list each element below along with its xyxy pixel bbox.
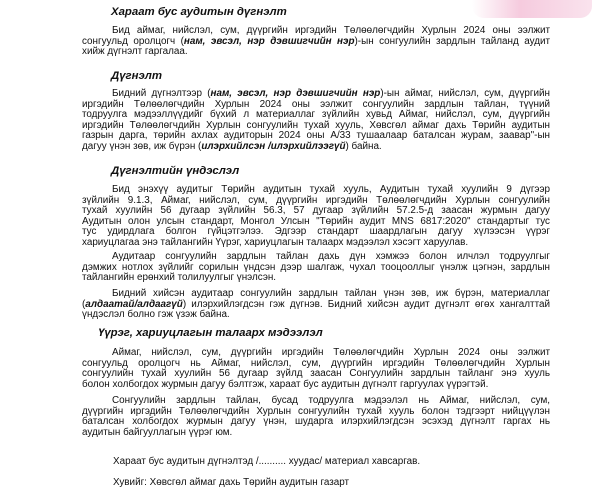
text-line: Аудитын олон улсын стандарт, Монгол Улсын "Төрийн аудит MNS 6817:2020" стандартыг тус [82,215,550,227]
text-line: Бид энэхүү аудитыг Төрийн аудитын тухай хууль, Аудитын тухай хуулийн 9 дүгээр [112,184,550,195]
text-line: баталсан холбогдох журмын дагуу үнэн, шударга илэрхийлэгдсэн эсэхэд дүгнэлт гаргах нь [82,416,550,428]
heading-basis-for-opinion: Дүгнэлтийн үндэслэл [111,165,240,177]
text-line: Аудитаар сонгуулийн зардлын тайлан дахь дүн хэмжээ болон илчлэл тодруулгыг [112,251,550,262]
text-line: тайлангийн ерөнхий толилуулгыг үнэлсэн. [82,272,277,284]
text-line: үндэслэл болно гэж үзэж байна. [82,309,230,321]
text-line: хариуцлагаа энэ тайлангийн Үүрэг, хариуцлагын талаарх мэдээлэл хэсэгт харуулав. [82,236,469,248]
opinion-choice-placeholder: илэрхийлсэн /илэрхийлээгүй [201,140,346,152]
paragraph-responsibilities [82,348,550,390]
party-name-placeholder: нам, эвсэл, нэр дэвшигчийн нэр [183,35,355,47]
misstatement-choice-placeholder: алдаатай/алдаагүй [85,298,183,310]
text-line: Бидний хийсэн аудитаар сонгуулийн зардлын тайлан үнэн зөв, иж бүрэн, материаллаг [112,288,550,299]
attachment-note: Хараат бус аудитын дүгнэлтэд /.......... хуудас/ материал хавсаргав. [113,456,421,467]
text-line: Бидний дүгнэлтээр (нам, эвсэл, нэр дэвшигчийн нэр)-ын аймаг, нийслэл, сум, дүүргийн [112,88,550,99]
text-line: тухай хуулийн 56 дугаар зүйлийн 56.3, 57 дугаар зүйлийн 57.2.5-д заасан журмын дагуу [82,205,550,217]
text-line: тус удирдлага болгон гүйцэтгэлээ. Эдгээр стандарт шаардлагын дагуу хүлээсэн үүрэг [82,226,550,238]
text-line: тодруулга мэдээллүүдийг бүхий л материаллаг зүйлийн хувьд Аймаг, нийслэл, сум, дүүргийн [82,109,550,121]
paragraph-basis [82,185,550,249]
heading-independent-audit-opinion: Хараат бус аудитын дүгнэлт [111,6,287,18]
text-line: сонгуульд оролцогч (нам, эвсэл, нэр дэвшигчийн нэр)-ын сонгуулийн зардлын тайланд аудит [82,35,550,47]
text-line: зүйлийн 9.1.3, Аймаг, нийслэл, сум, дүүргийн иргэдийн Төлөөлөгчдийн Хурлын сонгуулийн [82,194,550,206]
text-line: Сонгуулийн зардлын тайлан, бусад тодруулга мэдээлэл нь Аймаг, нийслэл, сум, [112,395,550,406]
heading-opinion: Дүгнэлт [111,70,163,82]
text-line: иргэдийн Төлөөлөгчдийн Хурлын сонгуулийн тухай хууль, Хөвсгөл аймаг дахь Төрийн аудитын [82,119,550,131]
text-line: Аймаг, нийслэл, сум, дүүргийн иргэдийн Төлөөлөгчдийн Хурлын 2024 оны ээлжит [112,347,550,358]
text-line: дэмжих нотлох зүйлийг сорилын үндсэн дээр шалгаж, чухал тооцооллыг үнэлж цэгнэн, зардлын [82,261,550,273]
text-line: аудитын байгууллагын үүрэг юм. [82,426,233,438]
text-line: (алдаатай/алдаагүй) илэрхийлэгдсэн гэж дүгнэв. Бидний хийсэн аудит дүгнэлт өгөх хангалттай [82,298,550,310]
paragraph-auditor-responsibility [82,396,550,438]
text-line: хийж дүгнэлт гаргалаа. [82,46,188,58]
text-line: дүүргийн иргэдийн Төлөөлөгчдийн Хурлын сонгуулийн тухай хууль болон тэдгээрт нийцүүлэн [82,405,550,417]
text-line: сонгуульд оролцогч нь Аймаг, нийслэл, сум, дүүргийн иргэдийн Төлөөлөгчдийн Хурлын [82,357,550,369]
paragraph-opinion [82,89,550,153]
stamp-mark [472,0,592,18]
paragraph-conclusion [82,289,550,321]
text-line: газрын дарга, төрийн ахлах аудиторын 2024 оны А/33 тушаалаар баталсан журам, заавар"-ын [82,130,550,142]
heading-responsibilities: Үүрэг, хариуцлагын талаарх мэдээлэл [98,327,323,339]
text-line: болон холбогдох журмын дагуу бэлтгэж, хараат бус аудитын дүгнэлт гаргуулах үүрэгтэй. [82,378,489,390]
paragraph-intro [82,26,550,58]
text-line: сонгуулийн тухай хуулийн 56 дугаар зүйлд заасан Сонгуулийн зардлын тайланг энэ хууль [82,368,550,380]
copy-recipient: Хувийг: Хөвсгөл аймаг дахь Төрийн аудитын газарт [113,477,350,488]
text-line: Бид аймаг, нийслэл, сум, дүүргийн иргэдийн Төлөөлөгчдийн Хурлын 2024 оны ээлжит [112,25,550,36]
text-line: дагуу үнэн зөв, иж бүрэн (илэрхийлсэн /илэрхийлээгүй) байна. [82,140,382,152]
text-line: иргэдийн Төлөөлөгчдийн Хурлын 2024 оны ээлжит сонгуулийн зардлын тайлан, түүний [82,98,550,110]
paragraph-procedures [82,252,550,284]
party-name-placeholder: нам, эвсэл, нэр дэвшигчийн нэр [210,88,381,99]
